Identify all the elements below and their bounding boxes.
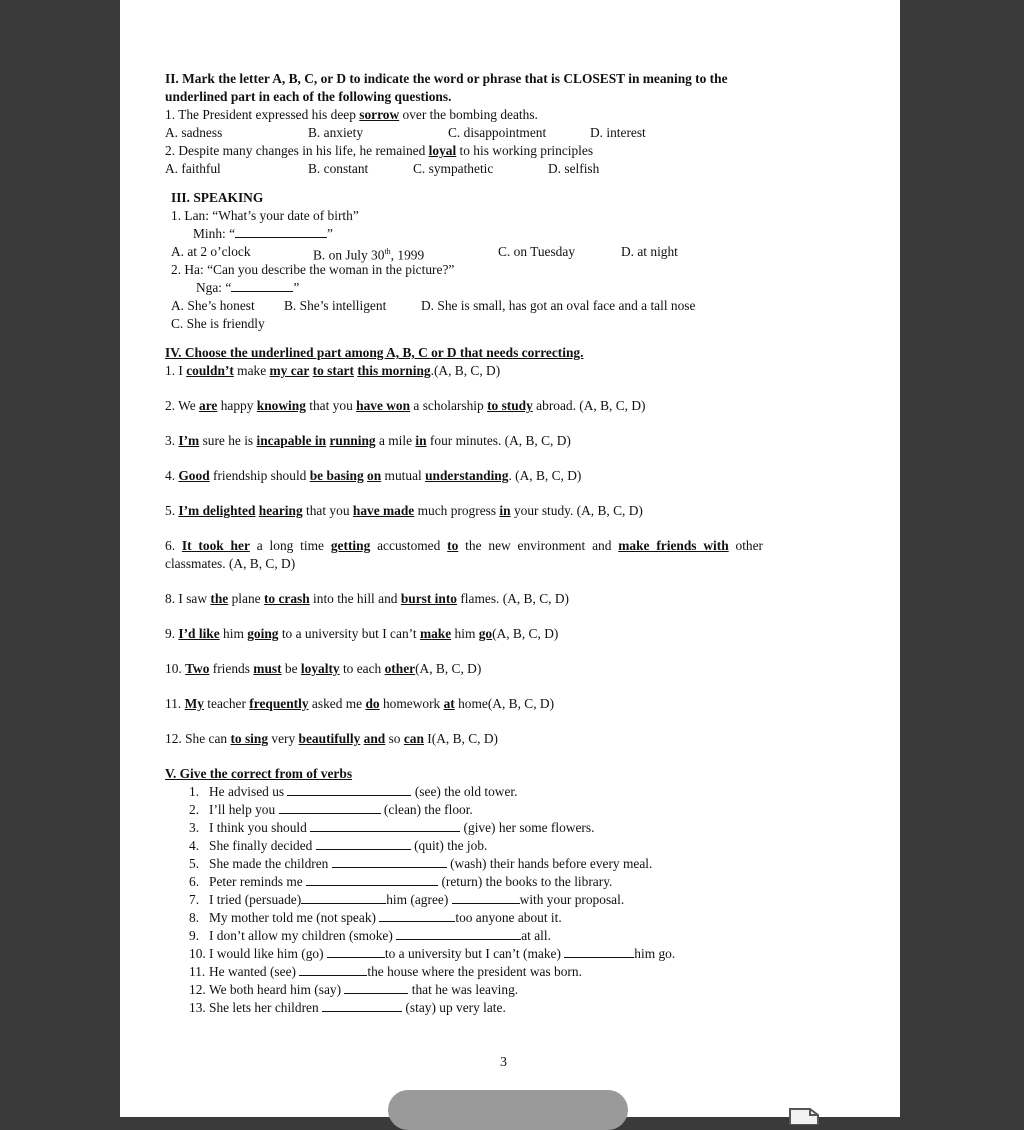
answer-blank[interactable] [332, 855, 447, 868]
answer-blank[interactable] [396, 927, 521, 940]
section-4-title: IV. Choose the underlined part among A, B, C or D that needs correcting. [165, 345, 584, 360]
answer-blank[interactable] [564, 945, 634, 958]
answer-blank[interactable] [327, 945, 385, 958]
answer-blank[interactable] [452, 891, 520, 904]
option-d[interactable]: D. interest [590, 125, 646, 140]
list-item: 2. I’ll help you (clean) the floor. [189, 802, 473, 817]
list-item: 3. I think you should (give) her some flowers. [189, 820, 595, 835]
list-item: 4. She finally decided (quit) the job. [189, 838, 488, 853]
answer-blank[interactable] [316, 837, 411, 850]
list-item: 7. I tried (persuade) him (agree) with your proposal. [189, 892, 625, 907]
bottom-action-pill[interactable] [388, 1090, 628, 1130]
s3-q2-options [165, 297, 865, 315]
list-item: 9. I don’t allow my children (smoke) at all. [189, 928, 551, 943]
list-item: 11. He wanted (see) the house where the president was born. [189, 964, 582, 979]
verb-form-list [165, 783, 865, 1017]
s4-q6-line2: classmates. (A, B, C, D) [165, 556, 296, 571]
list-item: 12. We both heard him (say) that he was leaving. [189, 982, 519, 997]
list-item: 8. My mother told me (not speak) too anyone about it. [189, 910, 562, 925]
s3-q1-reply: Minh: “ ” [193, 226, 333, 241]
list-item: 5. She made the children (wash) their hands before every meal. [189, 856, 653, 871]
list-item: 13. She lets her children (stay) up very late. [189, 1000, 506, 1015]
s4-q4: 4. Good friendship should be basing on mutual understanding. (A, B, C, D) [165, 468, 582, 483]
document-page [120, 0, 900, 1117]
s2-question-1: 1. The President expressed his deep sorrow over the bombing deaths. [165, 107, 538, 122]
s4-q8: 8. I saw the plane to crash into the hill and burst into flames. (A, B, C, D) [165, 591, 569, 606]
section-2-title-line2: underlined part in each of the following questions. [165, 89, 452, 104]
option-c[interactable]: C. disappointment [448, 125, 547, 140]
option-a[interactable]: A. sadness [165, 125, 223, 140]
s2-q2-options [165, 160, 865, 178]
option-d[interactable]: D. at night [621, 244, 678, 259]
s2-question-2: 2. Despite many changes in his life, he remained loyal to his working principles [165, 143, 594, 158]
s4-q11: 11. My teacher frequently asked me do homework at home(A, B, C, D) [165, 696, 555, 711]
option-b[interactable]: B. on July 30th, 1999 [313, 247, 425, 263]
s3-q1-options [165, 243, 865, 261]
answer-blank[interactable] [231, 279, 293, 292]
option-b[interactable]: B. She’s intelligent [284, 298, 387, 313]
section-2-title-line1: II. Mark the letter A, B, C, or D to indicate the word or phrase that is CLOSEST in meaning to the [165, 71, 728, 86]
option-d[interactable]: D. selfish [548, 161, 600, 176]
option-d[interactable]: D. She is small, has got an oval face and a tall nose [421, 298, 696, 313]
answer-blank[interactable] [301, 891, 386, 904]
answer-blank[interactable] [322, 999, 402, 1012]
option-c[interactable]: C. sympathetic [413, 161, 494, 176]
option-b[interactable]: B. anxiety [308, 125, 364, 140]
list-item: 6. Peter reminds me (return) the books to the library. [189, 874, 613, 889]
s4-q10: 10. Two friends must be loyalty to each other(A, B, C, D) [165, 661, 482, 676]
s3-q2-option-c[interactable]: C. She is friendly [171, 316, 265, 331]
list-item: 1. He advised us (see) the old tower. [189, 784, 518, 799]
s3-q2-prompt: 2. Ha: “Can you describe the woman in the picture?” [171, 262, 455, 277]
s2-q1-options [165, 124, 865, 142]
section-5-title: V. Give the correct from of verbs [165, 766, 353, 781]
worksheet-content [165, 70, 865, 1017]
s4-q6-line1: 6. It took her a long time getting accustomed to the new environment and make friends with other [165, 538, 764, 553]
answer-blank[interactable] [310, 819, 460, 832]
answer-blank[interactable] [344, 981, 408, 994]
s3-q2-reply: Nga: “ ” [196, 280, 300, 295]
option-a[interactable]: A. at 2 o’clock [171, 244, 251, 259]
page-number: 3 [500, 1055, 507, 1070]
option-a[interactable]: A. She’s honest [171, 298, 255, 313]
list-item: 10. I would like him (go) to a university but I can’t (make) him go. [189, 946, 676, 961]
answer-blank[interactable] [306, 873, 438, 886]
s4-q1: 1. I couldn’t make my car to start this morning.(A, B, C, D) [165, 363, 501, 378]
section-3-title: III. SPEAKING [171, 190, 264, 205]
option-c[interactable]: C. on Tuesday [498, 244, 576, 259]
answer-blank[interactable] [287, 783, 411, 796]
s3-q1-prompt: 1. Lan: “What’s your date of birth” [171, 208, 359, 223]
option-a[interactable]: A. faithful [165, 161, 221, 176]
s4-q12: 12. She can to sing very beautifully and so can I(A, B, C, D) [165, 731, 498, 746]
answer-blank[interactable] [235, 225, 327, 238]
s4-q2: 2. We are happy knowing that you have won a scholarship to study abroad. (A, B, C, D) [165, 398, 646, 413]
answer-blank[interactable] [299, 963, 367, 976]
option-b[interactable]: B. constant [308, 161, 369, 176]
answer-blank[interactable] [379, 909, 455, 922]
s4-q5: 5. I’m delighted hearing that you have made much progress in your study. (A, B, C, D) [165, 503, 643, 518]
s4-q9: 9. I’d like him going to a university but I can’t make him go(A, B, C, D) [165, 626, 559, 641]
s4-q3: 3. I’m sure he is incapable in running a mile in four minutes. (A, B, C, D) [165, 433, 571, 448]
document-icon[interactable] [780, 1095, 830, 1125]
answer-blank[interactable] [279, 801, 381, 814]
